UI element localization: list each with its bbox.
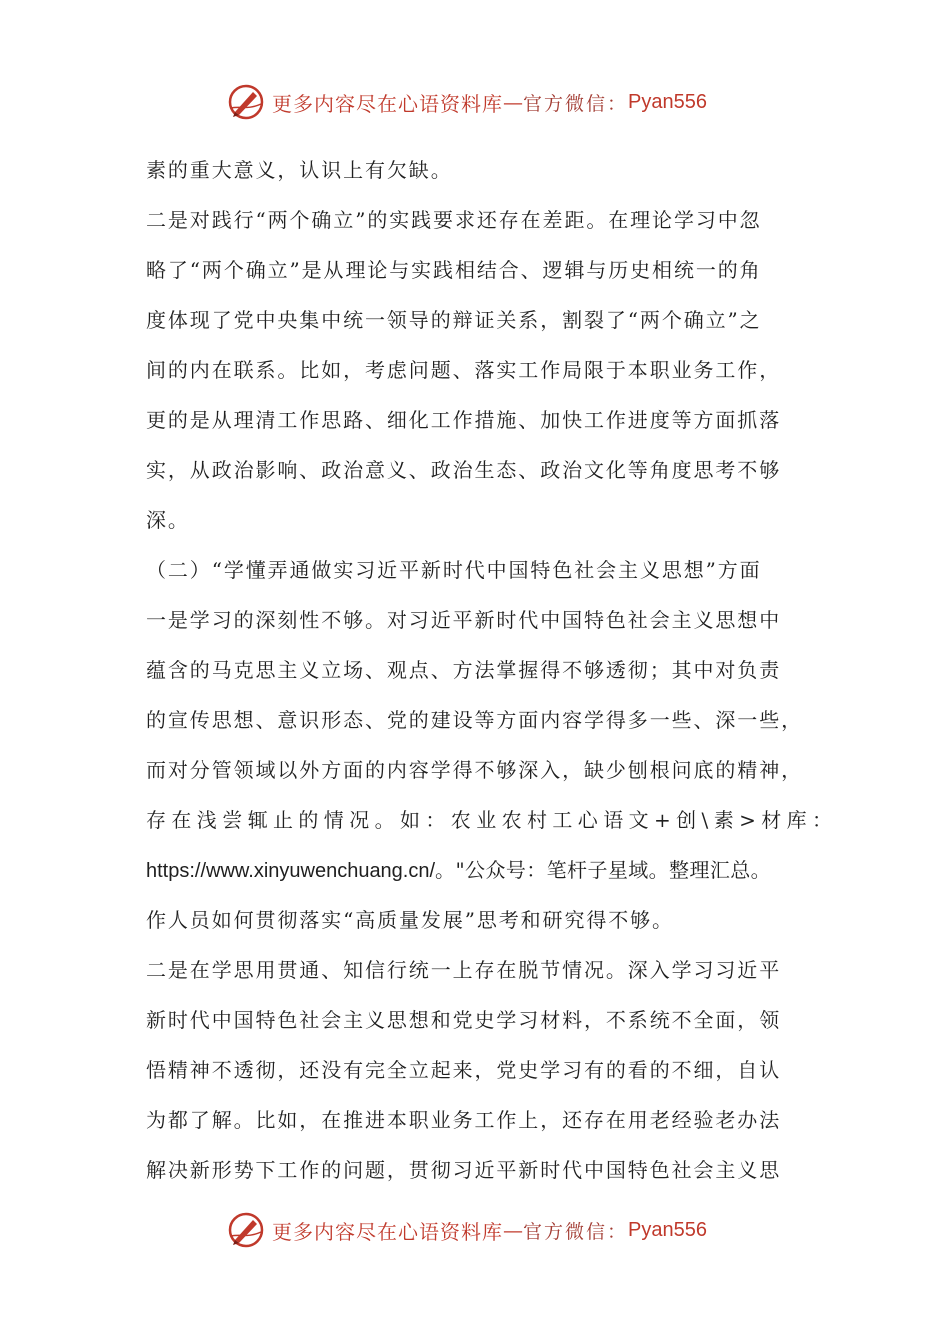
url-line-rest: 。"公众号：笔杆子星域。整理汇总。 — [435, 858, 772, 882]
banner-dash: — — [503, 90, 523, 114]
text-line: 更的是从理清工作思路、细化工作措施、加快工作进度等方面抓落 — [146, 408, 782, 432]
text-line: 实，从政治影响、政治意义、政治生态、政治文化等角度思考不够 — [146, 458, 782, 482]
banner-brand-text: 更多内容尽在心语资料库 — [272, 91, 503, 116]
text-line: 二是在学思用贯通、知信行统一上存在脱节情况。深入学习习近平 — [146, 958, 782, 982]
text-line: 一是学习的深刻性不够。对习近平新时代中国特色社会主义思想中 — [146, 608, 782, 632]
banner-brand-text: 更多内容尽在心语资料库 — [272, 1219, 503, 1244]
text-line: 解决新形势下工作的问题，贯彻习近平新时代中国特色社会主义思 — [146, 1158, 782, 1182]
header-banner — [226, 80, 746, 124]
section-heading: （二）“学懂弄通做实习近平新时代中国特色社会主义思想”方面 — [146, 558, 762, 582]
text-line: 新时代中国特色社会主义思想和党史学习材料，不系统不全面，领 — [146, 1008, 782, 1032]
text-line: 为都了解。比如，在推进本职业务工作上，还存在用老经验老办法 — [146, 1108, 782, 1132]
text-line: 略了“两个确立”是从理论与实践相结合、逻辑与历史相统一的角 — [146, 258, 762, 282]
text-line: 深。 — [146, 508, 190, 532]
text-line: 存在浅尝辄止的情况。如：农业农村工心语文+创\素>材库： — [146, 808, 838, 832]
text-line: 而对分管领域以外方面的内容学得不够深入，缺少刨根问底的精神， — [146, 758, 803, 782]
banner-wechat-label: 官方微信： — [523, 1220, 629, 1243]
text-line: 作人员如何贯彻落实“高质量发展”思考和研究得不够。 — [146, 908, 674, 932]
banner-wechat-label: 官方微信： — [523, 92, 629, 115]
text-line: 蕴含的马克思主义立场、观点、方法掌握得不够透彻；其中对负责 — [146, 658, 782, 682]
url-line — [146, 845, 826, 895]
text-line: 素的重大意义，认识上有欠缺。 — [146, 158, 453, 182]
text-line: 间的内在联系。比如，考虑问题、落实工作局限于本职业务工作， — [146, 358, 782, 382]
document-body — [146, 145, 838, 1195]
text-line: 二是对践行“两个确立”的实践要求还存在差距。在理论学习中忽 — [146, 208, 762, 232]
text-line: 的宣传思想、意识形态、党的建设等方面内容学得多一些、深一些， — [146, 708, 803, 732]
text-line: 度体现了党中央集中统一领导的辩证关系，割裂了“两个确立”之 — [146, 308, 762, 332]
pen-logo-icon — [226, 82, 266, 122]
banner-dash: — — [503, 1218, 523, 1242]
text-line: 悟精神不透彻，还没有完全立起来，党史学习有的看的不细，自认 — [146, 1058, 782, 1082]
banner-account: Pyan556 — [628, 1218, 707, 1241]
pen-logo-icon — [226, 1210, 266, 1250]
banner-account: Pyan556 — [628, 90, 707, 113]
website-link[interactable]: https://www.xinyuwenchuang.cn/ — [146, 860, 436, 882]
footer-banner — [226, 1208, 746, 1252]
